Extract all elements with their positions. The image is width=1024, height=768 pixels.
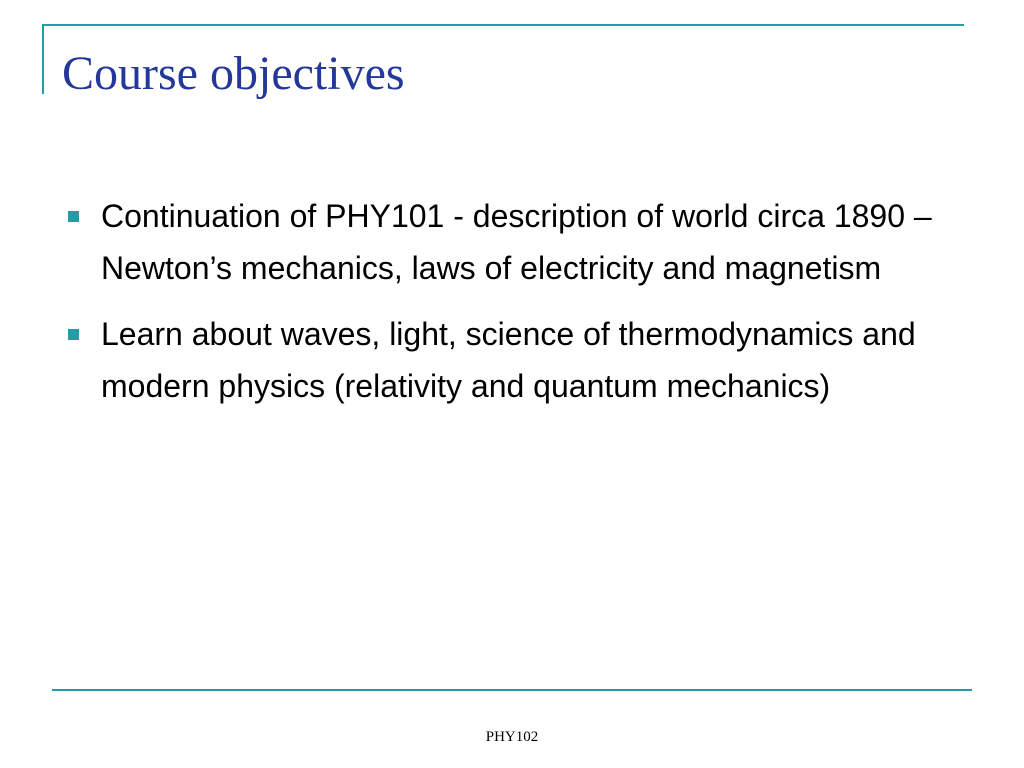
left-rule (42, 24, 44, 94)
square-bullet-icon (68, 211, 79, 222)
bullet-text: Continuation of PHY101 - description of world circa 1890 – Newton’s mechanics, laws of electricity and magnetism (101, 198, 932, 286)
bullet-list (60, 190, 980, 426)
slide-title: Course objectives (62, 47, 405, 100)
top-rule (42, 24, 964, 26)
bottom-rule (52, 689, 972, 691)
bullet-item (60, 190, 980, 294)
bullet-item (60, 308, 980, 412)
square-bullet-icon (68, 329, 79, 340)
bullet-text: Learn about waves, light, science of thermodynamics and modern physics (relativity and quantum mechanics) (101, 316, 916, 404)
slide-footer: PHY102 (485, 729, 539, 745)
